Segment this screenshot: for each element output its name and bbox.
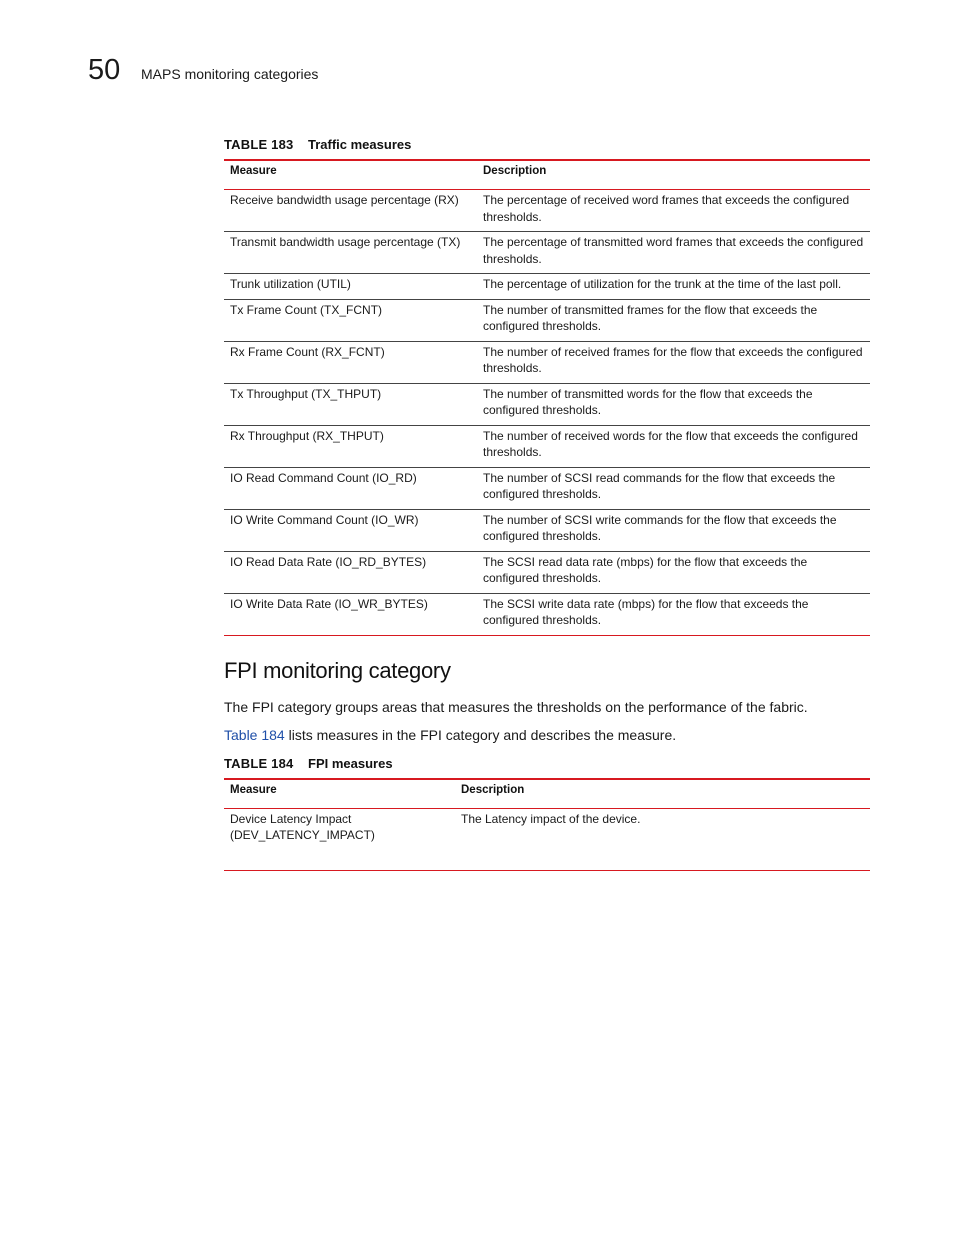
table-row (224, 341, 870, 383)
table-row (224, 383, 870, 425)
description-cell: The percentage of transmitted word frames that exceeds the configured thresholds. (477, 232, 870, 274)
table-header-row (224, 779, 870, 809)
description-cell: The number of SCSI write commands for the flow that exceeds the configured thresholds. (477, 509, 870, 551)
description-cell: The Latency impact of the device. (461, 811, 641, 826)
measure-cell: Transmit bandwidth usage percentage (TX) (224, 232, 477, 274)
column-header-description: Description (477, 160, 870, 190)
measure-cell: Device Latency Impact (DEV_LATENCY_IMPACT) (230, 811, 375, 842)
description-cell: The number of SCSI read commands for the flow that exceeds the configured thresholds. (477, 467, 870, 509)
page-content (224, 137, 870, 871)
measure-cell: IO Write Command Count (IO_WR) (224, 509, 477, 551)
table-row (224, 425, 870, 467)
table-184-caption (224, 756, 870, 778)
table-184-link[interactable]: Table 184 (224, 726, 285, 743)
description-cell: The SCSI read data rate (mbps) for the flow that exceeds the configured thresholds. (477, 551, 870, 593)
chapter-number: 50 (88, 54, 121, 86)
fpi-measures-body (224, 808, 870, 870)
table-183-caption (224, 137, 870, 159)
measure-cell: IO Read Command Count (IO_RD) (224, 467, 477, 509)
measure-cell: Tx Throughput (TX_THPUT) (224, 383, 477, 425)
table-header-row (224, 160, 870, 190)
description-cell: The number of transmitted frames for the flow that exceeds the configured thresholds. (477, 299, 870, 341)
description-cell: The percentage of received word frames that exceeds the configured thresholds. (483, 193, 850, 224)
measure-cell: IO Read Data Rate (IO_RD_BYTES) (224, 551, 477, 593)
chapter-title: MAPS monitoring categories (141, 66, 319, 82)
fpi-measures-table (224, 778, 870, 871)
section-paragraph-reference (224, 726, 870, 744)
column-header-measure: Measure (224, 160, 477, 190)
measure-cell: Rx Throughput (RX_THPUT) (224, 425, 477, 467)
table-row (224, 593, 870, 635)
measure-cell: Trunk utilization (UTIL) (224, 274, 477, 300)
description-cell: The percentage of utilization for the trunk at the time of the last poll. (477, 274, 870, 300)
table-184-label: TABLE 184 (224, 755, 294, 771)
measure-cell: Rx Frame Count (RX_FCNT) (224, 341, 477, 383)
table-183-label: TABLE 183 (224, 137, 294, 152)
table-184-title: FPI measures (308, 755, 393, 771)
column-header-description: Description (455, 779, 870, 809)
description-cell: The number of received words for the flow that exceeds the configured thresholds. (477, 425, 870, 467)
table-row (224, 509, 870, 551)
reference-text: lists measures in the FPI category and describes the measure. (284, 726, 677, 743)
table-row (224, 467, 870, 509)
column-header-measure: Measure (224, 779, 455, 809)
description-cell: The number of received frames for the flow that exceeds the configured thresholds. (477, 341, 870, 383)
section-paragraph: The FPI category groups areas that measures the thresholds on the performance of the fabric. (224, 698, 808, 715)
measure-cell: IO Write Data Rate (IO_WR_BYTES) (224, 593, 477, 635)
section-heading: FPI monitoring category (224, 657, 451, 683)
table-row (224, 274, 870, 300)
table-row (224, 808, 870, 870)
table-row (224, 299, 870, 341)
description-cell: The SCSI write data rate (mbps) for the flow that exceeds the configured thresholds. (477, 593, 870, 635)
measure-cell: Receive bandwidth usage percentage (RX) (230, 193, 459, 207)
table-row (224, 190, 870, 232)
table-183-title: Traffic measures (308, 137, 412, 152)
description-cell: The number of transmitted words for the flow that exceeds the configured thresholds. (477, 383, 870, 425)
table-row (224, 232, 870, 274)
traffic-measures-body (224, 190, 870, 636)
table-row (224, 551, 870, 593)
traffic-measures-table (224, 159, 870, 636)
measure-cell: Tx Frame Count (TX_FCNT) (224, 299, 477, 341)
